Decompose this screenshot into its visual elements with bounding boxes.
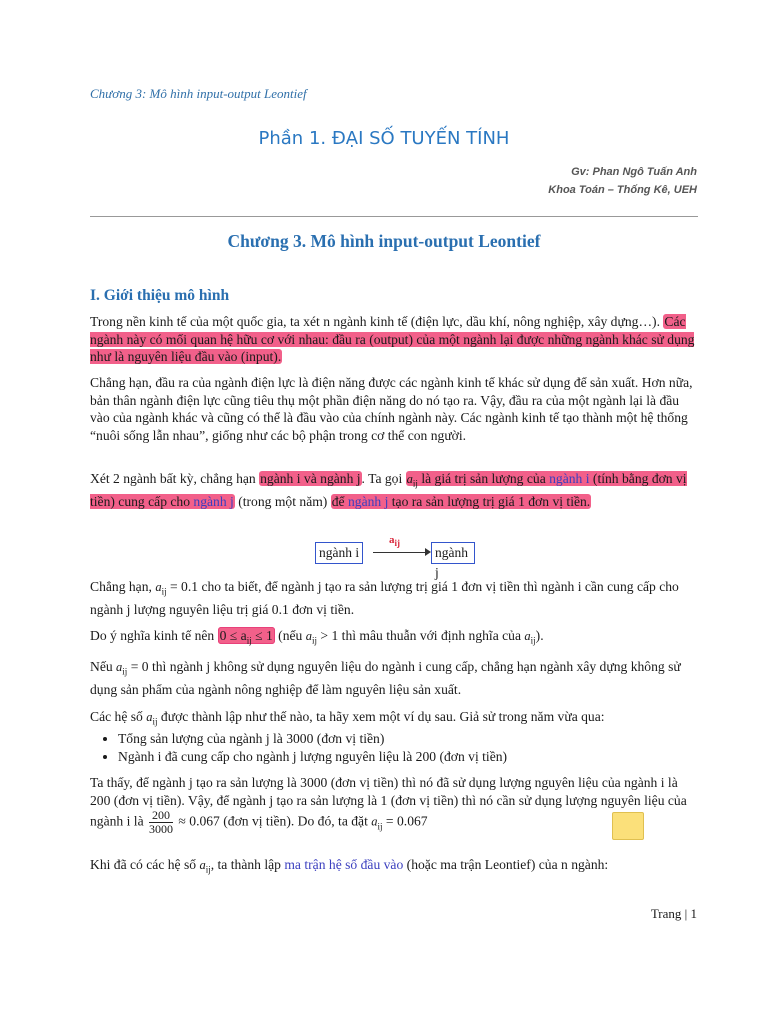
math: = 0.1 [166, 579, 199, 594]
subscript: ij [412, 478, 418, 489]
math: ≤ 1 [251, 628, 273, 643]
math: 0 ≤ a [219, 628, 247, 643]
text: Nếu [90, 659, 117, 674]
paragraph-6 [90, 658, 698, 699]
text: . Ta gọi [361, 471, 406, 486]
math-aij: a [406, 472, 413, 486]
author-name: Gv: Phan Ngô Tuấn Anh [571, 166, 697, 178]
math: a [199, 858, 206, 872]
bullet-list [100, 730, 507, 766]
text: Khi đã có các hệ số [90, 857, 200, 872]
text: là giá trị sản lượng của [417, 471, 550, 486]
subscript: ij [205, 864, 211, 875]
text: Ta thấy, để ngành j tạo ra sản lượng là 3000 (đơn vị tiền) thì nó đã sử dụng lượng nguyên liệu của ngành i là 200 (đơn vị tiền). Vậy, để ngành j tạo ra sản lượng là 1 (đơn vị tiền) thì nó cần sử dụng lượng nguyên liệu của ngành i là [90, 775, 687, 829]
page-number: Trang | 1 [650, 906, 697, 921]
paragraph-8 [90, 774, 698, 836]
subscript: ij [122, 666, 128, 677]
text: ). [535, 628, 544, 643]
highlight: ngành i và ngành j [260, 471, 361, 486]
subscript: ij [530, 635, 536, 646]
box-nganh-j: ngành j [431, 542, 475, 564]
chapter-title: Chương 3. Mô hình input-output Leontief [227, 231, 541, 251]
term-nganh-j: ngành j [347, 494, 389, 510]
math: a [155, 580, 162, 594]
text: Xét 2 ngành bất kỳ, chẳng hạn [90, 471, 260, 486]
text: thì ngành j không sử dụng nguyên liệu do ngành i cung cấp, chẳng hạn ngành xây dựng không sử dụng sản phẩm của ngành nông nghiệp để làm nguyên liệu sản xuất. [90, 659, 681, 698]
text: được thành lập như thế nào, ta hãy xem một ví dụ sau. Giả sử trong năm vừa qua: [157, 709, 605, 724]
sticky-note-icon[interactable] [612, 812, 644, 840]
paragraph-3 [90, 470, 698, 511]
math: a [116, 660, 123, 674]
paragraph-5 [90, 627, 698, 650]
text: để [331, 494, 348, 510]
highlight [218, 627, 275, 644]
math: > 1 [317, 628, 339, 643]
text: cho ta biết, để ngành j tạo ra sản lượng trị giá 1 đơn vị tiền thì ngành i cần cung cấp cho ngành j lượng nguyên liệu trị giá 0.1 đơn vị tiền. [90, 579, 679, 618]
text: thì mâu thuẫn với định nghĩa của [338, 628, 525, 643]
author-block [548, 163, 697, 199]
paragraph-7 [90, 708, 698, 731]
list-item: • Ngành i đã cung cấp cho ngành j lượng nguyên liệu là 200 (đơn vị tiền) [118, 748, 507, 766]
math: a [305, 629, 312, 643]
text: tạo ra sản lượng trị giá 1 đơn vị tiền. [388, 494, 591, 510]
paragraph-1 [90, 313, 698, 366]
text: Chẳng hạn, [90, 579, 156, 594]
author-affiliation: Khoa Toán – Thống Kê, UEH [548, 184, 697, 196]
subscript: ij [394, 538, 400, 549]
label: a [389, 534, 395, 546]
subscript: ij [377, 821, 383, 832]
flow-diagram [315, 534, 475, 580]
math: = 0.067 [382, 813, 428, 829]
text: , ta thành lập [210, 857, 285, 872]
math: = 0 [127, 659, 149, 674]
paragraph-4 [90, 578, 698, 619]
math: ≈ 0.067 [175, 813, 220, 829]
highlight [331, 494, 591, 509]
subscript: ij [311, 635, 317, 646]
term-nganh-i: ngành i [549, 471, 590, 486]
text: Trong nền kinh tế của một quốc gia, ta xét n ngành kinh tế (điện lực, dầu khí, nông nghiệp, xây dựng…). [90, 314, 664, 329]
list-item: • Tổng sản lượng của ngành j là 3000 (đơn vị tiền) [118, 730, 507, 748]
text: (hoặc ma trận Leontief) của n ngành: [403, 857, 609, 872]
subscript: ij [246, 635, 252, 646]
part-title: Phần 1. ĐẠI SỐ TUYẾN TÍNH [258, 128, 510, 149]
arrow-label [389, 534, 400, 548]
denominator: 3000 [149, 822, 174, 836]
text: (nếu [274, 628, 306, 643]
header-divider [90, 216, 698, 217]
math: a [146, 710, 153, 724]
text: Do ý nghĩa kinh tế nên [90, 628, 218, 643]
text: Các hệ số [90, 709, 147, 724]
math: a [524, 629, 531, 643]
box-nganh-i: ngành i [315, 542, 363, 564]
math: a [371, 814, 378, 829]
running-header: Chương 3: Mô hình input-output Leontief [90, 86, 307, 101]
highlight: Các ngành này có mối quan hệ hữu cơ với nhau: đầu ra (output) của một ngành lại được những ngành khác sử dụng như là nguyên liệu đầu vào (input). [90, 314, 695, 364]
arrow [373, 552, 428, 553]
subscript: ij [152, 716, 158, 727]
text: (trong một năm) [234, 494, 331, 510]
term-nganh-j: ngành j [193, 494, 234, 510]
paragraph-9 [90, 856, 698, 879]
paragraph-2: Chẳng hạn, đầu ra của ngành điện lực là điện năng được các ngành kinh tế khác sử dụng để sản xuất. Hơn nữa, bản thân ngành điện lực cũng tiêu thụ một phần điện năng do nó tạo ra. Vậy, đầu ra của một ngành lại là đầu vào của ngành khác và cũng có thể là đầu vào của chính ngành này. Các ngành kinh tế tạo thành một hệ thống “nuôi sống lẫn nhau”, giống như các bộ phận trong cơ thể con người. [90, 375, 693, 443]
text: (đơn vị tiền). Do đó, ta đặt [219, 813, 372, 829]
subscript: ij [161, 586, 167, 597]
term-link: ma trận hệ số đầu vào [284, 857, 404, 872]
section-title: I. Giới thiệu mô hình [90, 287, 230, 304]
fraction [149, 809, 173, 836]
text: (tính bằng đơn vị tiền) cung cấp cho [90, 471, 687, 510]
numerator: 200 [149, 809, 173, 823]
